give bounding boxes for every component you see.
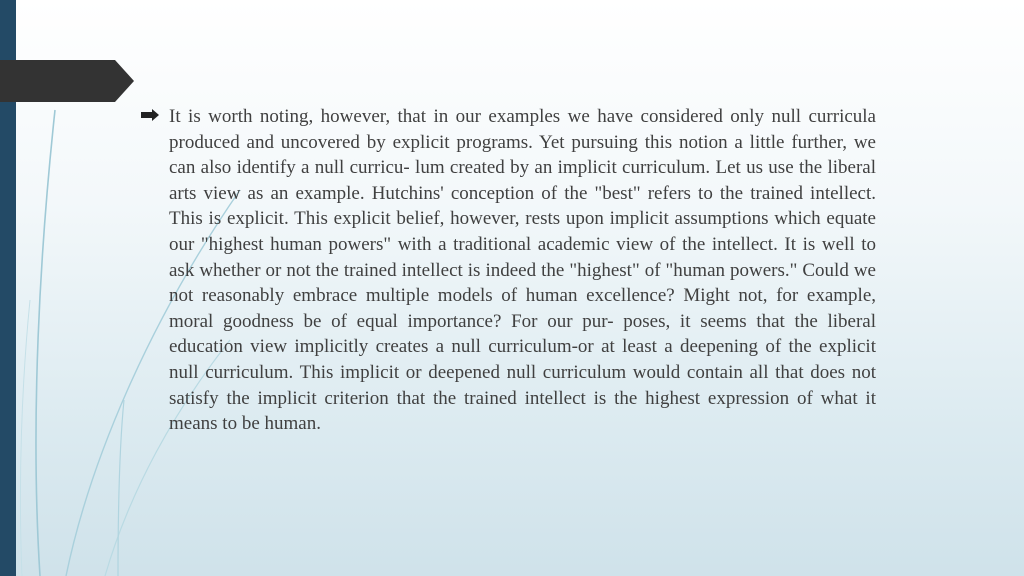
arrow-bullet-icon: [140, 108, 160, 122]
slide-content: [140, 104, 876, 437]
title-tab-shape: [0, 60, 134, 102]
body-paragraph: It is worth noting, however, that in our examples we have considered only null curricula produced and uncovered by explicit programs. Yet pursuing this notion a little further, we can also identify a null curricu- lum created by an implicit curriculum. Let us use the liberal arts view as an example. Hutchins' conception of the "best" refers to the trained intellect. This is explicit. This explicit belief, however, rests upon implicit assumptions which equate our "highest human powers" with a traditional academic view of the intellect. It is well to ask whether or not the trained intellect is indeed the "highest" of "human powers." Could we not reasonably embrace multiple models of human excellence? Might not, for example, moral goodness be of equal importance? For our pur- poses, it seems that the liberal education view implicitly creates a null curriculum-or at least a deepening of the explicit null curriculum. This implicit or deepened null curriculum would contain all that does not satisfy the implicit criterion that the trained intellect is the highest expression of what it means to be human.: [169, 106, 876, 435]
